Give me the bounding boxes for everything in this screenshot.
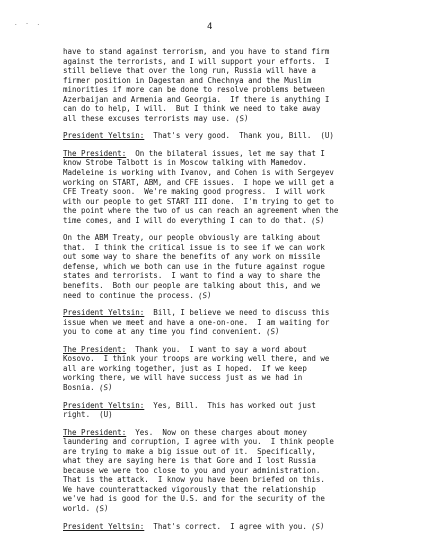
paragraph-text: Bill, I believe we need to discuss this issue when we meet and have a one-on-one. I am waiting for you to come at any time you find convenient. [63, 308, 330, 337]
speaker-label: The President: [63, 344, 127, 354]
speaker-label: President Yeltsin: [63, 131, 145, 141]
paragraph [63, 401, 363, 420]
paragraph-text: That's very good. Thank you, Bill. (U) [144, 131, 334, 141]
transcript-body [63, 47, 363, 531]
paragraph-text: That's correct. I agree with you. [144, 521, 312, 531]
page-number: 4 [207, 22, 213, 32]
paragraph [63, 522, 363, 532]
paragraph-text: On the bilateral issues, let me say that I know Strobe Talbott is in Moscow talking with Mamedov. Madeleine is working with Ivanov, and Cohen is with Sergeyev working on START, ABM, and CFE issues. I hope we will get a CFE Treaty soon. We're making good progress. I will work with our people to get START III done. I'm trying to get to the point where the two of us can reach an agreement when the time comes, and I will do everything I can to do that. [63, 148, 339, 225]
paragraph [63, 345, 363, 393]
paragraph [63, 131, 363, 141]
classification-mark: (S) [197, 289, 213, 301]
paragraph [63, 149, 363, 225]
speaker-label: President Yeltsin: [63, 400, 145, 410]
speaker-label: The President: [63, 148, 127, 158]
classification-mark: (S) [94, 503, 109, 514]
classification-mark: (S) [310, 520, 326, 532]
classification-mark: (S) [310, 214, 326, 226]
paragraph-text: Thank you. I want to say a word about Kosovo. I think your troops are working well there, and we all are working together, just as I hoped. If we keep working there, we will have success just as we had in Bosnia. [63, 344, 330, 392]
paragraph-text: have to stand against terrorism, and you have to stand firm against the terrorists, and I will support your efforts. I still believe that over the long run, Russia will have a firmer position in Dagestan and Chechnya and the Muslim minorities if more can be done to resolve problems between Azerbaijan and Armenia and Georgia. If there is anything I can do to help, I will. But I think we need to take away all these excuses terrorists may use. [63, 47, 330, 123]
classification-mark: (S) [233, 112, 249, 124]
speaker-label: President Yeltsin: [63, 308, 145, 318]
classification-mark: (S) [98, 382, 114, 393]
speaker-label: President Yeltsin: [63, 521, 145, 531]
corner-marks: . - . [14, 20, 43, 27]
paragraph [63, 47, 363, 123]
paragraph [63, 308, 363, 337]
classification-mark: (S) [265, 326, 281, 338]
paragraph-text: Yes. Now on these charges about money laundering and corruption, I agree with you. I think people are trying to make a big issue out of it. Specifically, what they are saying here is that Gore and I lost Russia because we were too close to you and your administration. That is the attack. I know you have been briefed on this. We have counterattacked vigorously that the relationship we've had is good for the U.S. and for the security of the world. [63, 427, 334, 513]
paragraph-text: On the ABM Treaty, our people obviously are talking about that. I think the critical issue is to see if we can work out some way to share the benefits of any work on missile defense, which we both can use in the future against rogue states and terrorists. I want to find a way to share the benefits. Both our people are talking about this, and we need to continue the process. [63, 233, 325, 300]
paragraph [63, 233, 363, 300]
paragraph-text: Yes, Bill. This has worked out just right. (U) [63, 400, 316, 420]
speaker-label: The President: [63, 427, 127, 437]
paragraph [63, 428, 363, 514]
